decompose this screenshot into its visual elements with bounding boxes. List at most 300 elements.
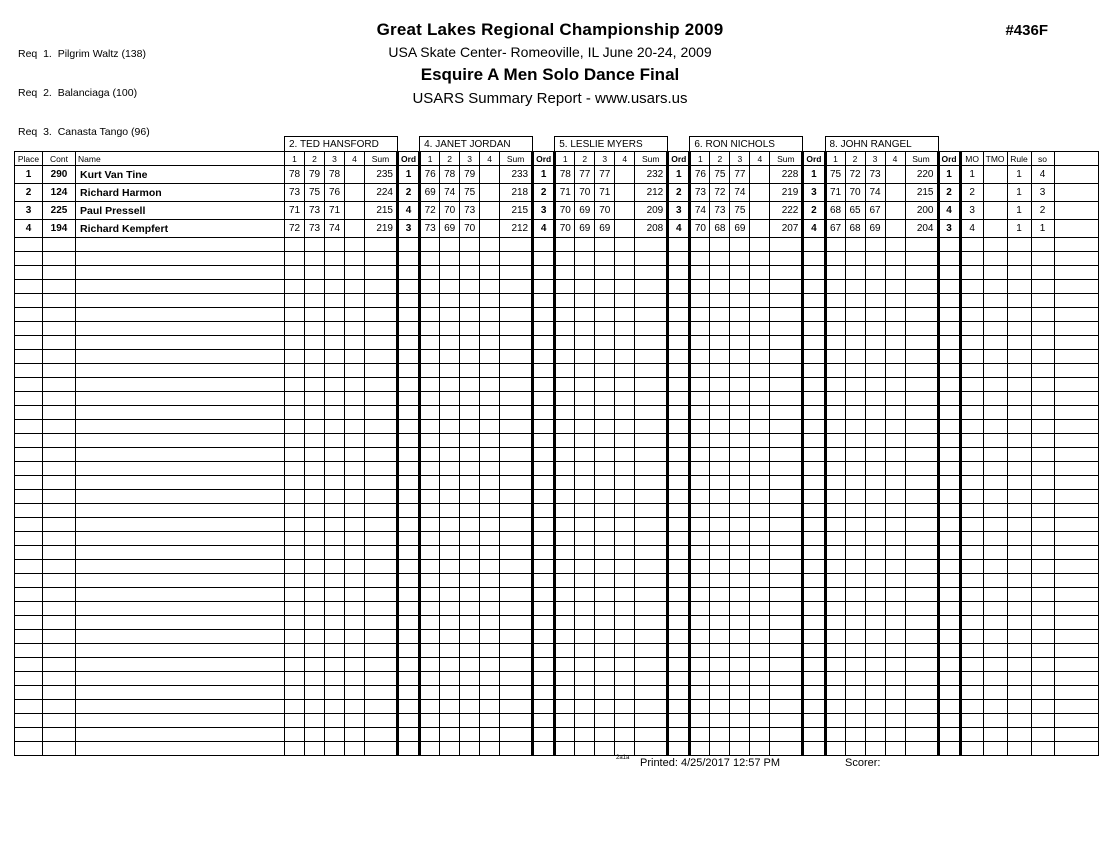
empty-cell: [76, 350, 285, 364]
empty-cell: [285, 588, 305, 602]
empty-ord-cell: [398, 378, 420, 392]
empty-ord-cell: [938, 686, 960, 700]
empty-cell: [770, 686, 803, 700]
empty-cell: [845, 406, 865, 420]
empty-cell: [1007, 602, 1031, 616]
empty-cell: [865, 294, 885, 308]
empty-cell: [285, 420, 305, 434]
requirement-line-3: Req 3. Canasta Tango (96): [18, 126, 150, 138]
event-title: Esquire A Men Solo Dance Final: [420, 65, 680, 84]
tmo-cell: [983, 220, 1007, 238]
empty-cell: [865, 434, 885, 448]
sum-cell: 235: [365, 166, 398, 184]
empty-cell: [1007, 462, 1031, 476]
empty-ord-cell: [803, 728, 825, 742]
empty-ord-cell: [398, 616, 420, 630]
col-header-mark: 3: [865, 152, 885, 166]
empty-cell: [615, 644, 635, 658]
empty-cell: [983, 378, 1007, 392]
empty-cell: [325, 476, 345, 490]
empty-cell: [770, 322, 803, 336]
empty-cell: [365, 630, 398, 644]
empty-cell: [845, 560, 865, 574]
empty-cell: [1054, 504, 1098, 518]
judge-row-spacer: [15, 137, 285, 152]
empty-cell: [595, 700, 615, 714]
empty-cell: [15, 350, 43, 364]
empty-cell: [770, 546, 803, 560]
empty-cell: [285, 714, 305, 728]
empty-cell: [365, 728, 398, 742]
empty-cell: [960, 532, 983, 546]
empty-ord-cell: [533, 406, 555, 420]
empty-row: [15, 406, 1099, 420]
empty-cell: [825, 672, 845, 686]
empty-cell: [690, 266, 710, 280]
col-header-mark: 4: [885, 152, 905, 166]
empty-ord-cell: [803, 420, 825, 434]
empty-cell: [43, 476, 76, 490]
empty-cell: [500, 602, 533, 616]
empty-cell: [595, 434, 615, 448]
empty-cell: [770, 532, 803, 546]
empty-cell: [480, 672, 500, 686]
empty-cell: [325, 378, 345, 392]
empty-cell: [960, 630, 983, 644]
empty-cell: [635, 350, 668, 364]
empty-ord-cell: [938, 616, 960, 630]
mark-cell: [615, 202, 635, 220]
ord-cell: 1: [668, 166, 690, 184]
empty-cell: [905, 700, 938, 714]
empty-cell: [460, 728, 480, 742]
empty-cell: [825, 462, 845, 476]
empty-cell: [285, 392, 305, 406]
empty-cell: [1007, 560, 1031, 574]
empty-cell: [575, 588, 595, 602]
col-header-mark: 2: [305, 152, 325, 166]
mark-cell: 71: [555, 184, 575, 202]
empty-cell: [905, 658, 938, 672]
empty-cell: [690, 434, 710, 448]
empty-ord-cell: [938, 364, 960, 378]
empty-row: [15, 560, 1099, 574]
empty-cell: [983, 434, 1007, 448]
empty-cell: [420, 602, 440, 616]
judge-name: 4. JANET JORDAN: [420, 137, 533, 152]
empty-ord-cell: [398, 294, 420, 308]
empty-cell: [710, 574, 730, 588]
mark-cell: 70: [595, 202, 615, 220]
empty-cell: [825, 644, 845, 658]
empty-row: [15, 616, 1099, 630]
empty-ord-cell: [803, 700, 825, 714]
empty-cell: [325, 322, 345, 336]
empty-ord-cell: [803, 448, 825, 462]
empty-cell: [365, 714, 398, 728]
empty-cell: [460, 546, 480, 560]
empty-cell: [555, 238, 575, 252]
empty-cell: [500, 238, 533, 252]
judge-row-spacer: [960, 137, 1098, 152]
empty-cell: [345, 546, 365, 560]
empty-cell: [555, 616, 575, 630]
empty-cell: [500, 336, 533, 350]
empty-cell: [615, 322, 635, 336]
empty-cell: [1007, 658, 1031, 672]
empty-cell: [305, 532, 325, 546]
empty-cell: [615, 308, 635, 322]
empty-cell: [285, 364, 305, 378]
empty-cell: [1054, 238, 1098, 252]
empty-cell: [305, 322, 325, 336]
empty-cell: [365, 280, 398, 294]
empty-cell: [76, 686, 285, 700]
empty-cell: [710, 742, 730, 756]
empty-ord-cell: [668, 658, 690, 672]
empty-cell: [285, 406, 305, 420]
rule-cell: 1: [1007, 184, 1031, 202]
empty-cell: [885, 546, 905, 560]
empty-cell: [345, 490, 365, 504]
empty-cell: [15, 280, 43, 294]
empty-ord-cell: [533, 448, 555, 462]
empty-cell: [305, 420, 325, 434]
empty-cell: [960, 574, 983, 588]
empty-cell: [710, 350, 730, 364]
empty-cell: [635, 518, 668, 532]
empty-cell: [440, 448, 460, 462]
empty-cell: [770, 700, 803, 714]
empty-ord-cell: [668, 364, 690, 378]
empty-cell: [1054, 266, 1098, 280]
empty-cell: [710, 252, 730, 266]
empty-cell: [635, 672, 668, 686]
empty-cell: [825, 294, 845, 308]
empty-cell: [845, 322, 865, 336]
empty-cell: [730, 742, 750, 756]
empty-cell: [865, 378, 885, 392]
empty-cell: [615, 700, 635, 714]
empty-cell: [1007, 700, 1031, 714]
empty-cell: [750, 504, 770, 518]
empty-cell: [730, 350, 750, 364]
empty-cell: [76, 672, 285, 686]
empty-cell: [845, 490, 865, 504]
empty-cell: [770, 602, 803, 616]
mo-cell: 1: [960, 166, 983, 184]
empty-cell: [500, 532, 533, 546]
empty-cell: [305, 588, 325, 602]
empty-cell: [770, 350, 803, 364]
empty-cell: [285, 294, 305, 308]
empty-cell: [575, 378, 595, 392]
empty-cell: [615, 238, 635, 252]
empty-cell: [635, 252, 668, 266]
empty-row: [15, 294, 1099, 308]
empty-row: [15, 308, 1099, 322]
empty-cell: [1031, 588, 1054, 602]
empty-cell: [635, 714, 668, 728]
empty-ord-cell: [533, 392, 555, 406]
empty-cell: [1054, 462, 1098, 476]
empty-cell: [460, 504, 480, 518]
mark-cell: 75: [305, 184, 325, 202]
empty-ord-cell: [398, 714, 420, 728]
empty-cell: [325, 266, 345, 280]
printed-timestamp: Printed: 4/25/2017 12:57 PM: [640, 757, 781, 769]
tmo-cell: [983, 202, 1007, 220]
empty-cell: [305, 238, 325, 252]
empty-cell: [825, 686, 845, 700]
empty-cell: [690, 364, 710, 378]
empty-cell: [575, 448, 595, 462]
empty-cell: [460, 420, 480, 434]
empty-row: [15, 266, 1099, 280]
empty-cell: [325, 742, 345, 756]
col-header-mark: 4: [480, 152, 500, 166]
empty-cell: [15, 336, 43, 350]
empty-cell: [845, 434, 865, 448]
empty-cell: [460, 518, 480, 532]
empty-row: [15, 602, 1099, 616]
empty-cell: [710, 420, 730, 434]
empty-ord-cell: [398, 448, 420, 462]
empty-cell: [76, 420, 285, 434]
empty-cell: [440, 322, 460, 336]
empty-cell: [43, 588, 76, 602]
empty-cell: [845, 350, 865, 364]
empty-cell: [770, 714, 803, 728]
scorer-label: Scorer:: [845, 757, 881, 769]
empty-cell: [1054, 728, 1098, 742]
col-header-sum: Sum: [905, 152, 938, 166]
empty-ord-cell: [533, 700, 555, 714]
empty-cell: [983, 742, 1007, 756]
empty-ord-cell: [398, 462, 420, 476]
empty-ord-cell: [533, 672, 555, 686]
empty-cell: [730, 322, 750, 336]
empty-cell: [1054, 630, 1098, 644]
empty-cell: [1007, 616, 1031, 630]
sum-cell: 215: [905, 184, 938, 202]
empty-cell: [43, 686, 76, 700]
empty-ord-cell: [533, 364, 555, 378]
empty-cell: [365, 742, 398, 756]
empty-ord-cell: [398, 672, 420, 686]
empty-cell: [825, 280, 845, 294]
so-cell: 2: [1031, 202, 1054, 220]
empty-cell: [440, 434, 460, 448]
empty-cell: [690, 308, 710, 322]
empty-cell: [595, 532, 615, 546]
empty-cell: [1031, 252, 1054, 266]
empty-cell: [76, 308, 285, 322]
empty-cell: [615, 574, 635, 588]
mark-cell: 73: [865, 166, 885, 184]
mark-cell: 78: [285, 166, 305, 184]
empty-cell: [285, 378, 305, 392]
empty-cell: [285, 322, 305, 336]
empty-cell: [595, 490, 615, 504]
empty-cell: [865, 504, 885, 518]
empty-cell: [480, 350, 500, 364]
mark-cell: [615, 220, 635, 238]
empty-ord-cell: [668, 574, 690, 588]
empty-cell: [845, 252, 865, 266]
empty-cell: [825, 378, 845, 392]
empty-cell: [500, 714, 533, 728]
empty-cell: [285, 266, 305, 280]
empty-cell: [285, 518, 305, 532]
empty-cell: [325, 588, 345, 602]
empty-cell: [460, 714, 480, 728]
empty-cell: [500, 350, 533, 364]
empty-cell: [960, 588, 983, 602]
sum-cell: 228: [770, 166, 803, 184]
empty-cell: [905, 252, 938, 266]
empty-cell: [595, 616, 615, 630]
empty-cell: [905, 504, 938, 518]
empty-ord-cell: [668, 462, 690, 476]
empty-ord-cell: [938, 504, 960, 518]
empty-cell: [305, 630, 325, 644]
empty-ord-cell: [533, 238, 555, 252]
empty-cell: [500, 658, 533, 672]
empty-cell: [325, 728, 345, 742]
empty-cell: [1054, 364, 1098, 378]
empty-cell: [305, 280, 325, 294]
empty-cell: [365, 252, 398, 266]
empty-cell: [983, 574, 1007, 588]
ord-cell: 2: [533, 184, 555, 202]
empty-cell: [555, 462, 575, 476]
mark-cell: 78: [325, 166, 345, 184]
empty-cell: [983, 532, 1007, 546]
empty-cell: [285, 280, 305, 294]
empty-cell: [285, 616, 305, 630]
empty-ord-cell: [938, 406, 960, 420]
empty-cell: [905, 434, 938, 448]
empty-cell: [285, 658, 305, 672]
empty-cell: [1031, 658, 1054, 672]
empty-cell: [305, 644, 325, 658]
empty-cell: [480, 714, 500, 728]
empty-ord-cell: [668, 392, 690, 406]
empty-cell: [76, 728, 285, 742]
empty-cell: [885, 616, 905, 630]
empty-ord-cell: [938, 728, 960, 742]
empty-cell: [440, 336, 460, 350]
empty-cell: [615, 336, 635, 350]
empty-cell: [615, 252, 635, 266]
empty-cell: [825, 532, 845, 546]
empty-cell: [305, 714, 325, 728]
empty-cell: [1007, 532, 1031, 546]
empty-cell: [420, 308, 440, 322]
empty-cell: [960, 546, 983, 560]
empty-ord-cell: [803, 406, 825, 420]
empty-cell: [460, 560, 480, 574]
empty-cell: [770, 504, 803, 518]
mark-cell: 70: [575, 184, 595, 202]
empty-cell: [460, 448, 480, 462]
empty-cell: [1007, 266, 1031, 280]
empty-ord-cell: [803, 238, 825, 252]
empty-cell: [440, 420, 460, 434]
empty-cell: [420, 560, 440, 574]
mark-cell: 69: [420, 184, 440, 202]
empty-cell: [710, 518, 730, 532]
empty-cell: [420, 728, 440, 742]
empty-cell: [730, 252, 750, 266]
empty-cell: [365, 448, 398, 462]
empty-cell: [690, 280, 710, 294]
empty-cell: [76, 616, 285, 630]
empty-cell: [885, 462, 905, 476]
empty-cell: [690, 490, 710, 504]
empty-cell: [615, 672, 635, 686]
empty-cell: [460, 252, 480, 266]
empty-cell: [635, 742, 668, 756]
mark-cell: 75: [460, 184, 480, 202]
empty-cell: [1031, 616, 1054, 630]
empty-cell: [865, 308, 885, 322]
empty-ord-cell: [938, 350, 960, 364]
empty-cell: [420, 546, 440, 560]
empty-cell: [365, 644, 398, 658]
empty-cell: [15, 546, 43, 560]
empty-cell: [345, 644, 365, 658]
empty-cell: [770, 490, 803, 504]
empty-cell: [983, 490, 1007, 504]
empty-cell: [43, 728, 76, 742]
empty-cell: [595, 658, 615, 672]
col-header-mark: 2: [440, 152, 460, 166]
empty-cell: [1054, 644, 1098, 658]
empty-cell: [845, 630, 865, 644]
empty-cell: [1007, 378, 1031, 392]
empty-row: [15, 280, 1099, 294]
empty-ord-cell: [803, 336, 825, 350]
empty-cell: [575, 392, 595, 406]
empty-ord-cell: [668, 294, 690, 308]
empty-cell: [690, 462, 710, 476]
empty-cell: [305, 252, 325, 266]
empty-cell: [690, 546, 710, 560]
empty-cell: [575, 434, 595, 448]
empty-cell: [1031, 392, 1054, 406]
empty-cell: [865, 574, 885, 588]
empty-cell: [635, 686, 668, 700]
empty-row: [15, 434, 1099, 448]
empty-cell: [420, 588, 440, 602]
empty-cell: [325, 420, 345, 434]
empty-cell: [960, 560, 983, 574]
empty-cell: [960, 504, 983, 518]
empty-cell: [43, 280, 76, 294]
empty-cell: [690, 350, 710, 364]
empty-cell: [15, 630, 43, 644]
requirement-line-1: Req 1. Pilgrim Waltz (138): [18, 48, 146, 60]
empty-cell: [43, 294, 76, 308]
empty-cell: [420, 686, 440, 700]
empty-ord-cell: [533, 462, 555, 476]
col-header-mark: 2: [845, 152, 865, 166]
empty-cell: [345, 364, 365, 378]
empty-ord-cell: [533, 546, 555, 560]
empty-cell: [420, 644, 440, 658]
